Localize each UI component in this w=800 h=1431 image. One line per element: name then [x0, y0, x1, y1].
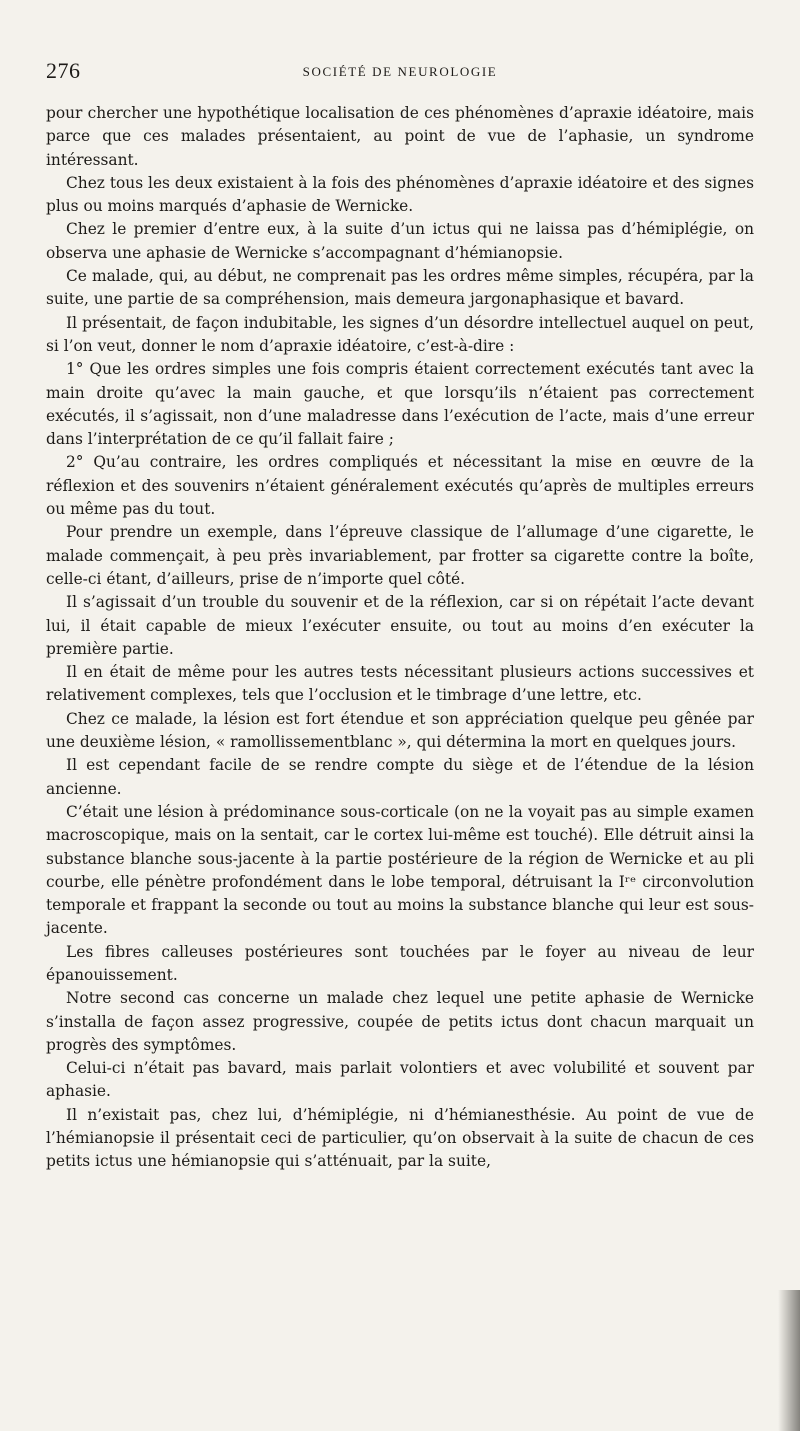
journal-title: SOCIÉTÉ DE NEUROLOGIE: [302, 64, 498, 79]
paragraph: Notre second cas concerne un malade chez lequel une petite aphasie de Wernicke s’installa de façon assez progressive, coupée de petits ictus dont chacun marquait un progrès des symptômes.: [46, 989, 754, 1054]
body-text: [46, 102, 754, 1174]
paragraph: 1° Que les ordres simples une fois compris étaient correctement exécutés tant avec la main droite qu’avec la main gauche, et que lorsqu’ils n’étaient pas correctement exécutés, il s’agissait, non d’une maladresse dans l’exécution de l’acte, mais d’une erreur dans l’interprétation de ce qu’il fallait faire ;: [46, 360, 754, 449]
paragraph: Ce malade, qui, au début, ne comprenait pas les ordres même simples, récupéra, par la suite, une partie de sa compréhension, mais demeura jargonaphasique et bavard.: [46, 267, 754, 309]
paragraph: Il n’existait pas, chez lui, d’hémiplégie, ni d’hémianesthésie. Au point de vue de l’hémianopsie il présentait ceci de particulier, qu’on observait à la suite de chacun de ces petits ictus une hémianopsie qui s’atténuait, par la suite,: [46, 1105, 754, 1171]
page-number: 276: [46, 58, 81, 83]
paragraph: Chez le premier d’entre eux, à la suite d’un ictus qui ne laissa pas d’hémiplégie, on observa une aphasie de Wernicke s’accompagnant d’hémianopsie.: [46, 220, 754, 262]
paragraph: Les fibres calleuses postérieures sont touchées par le foyer au niveau de leur épanouissement.: [46, 942, 754, 984]
paragraph: pour chercher une hypothétique localisation de ces phénomènes d’apraxie idéatoire, mais parce que ces malades présentaient, au point de vue de l’aphasie, un syndrome intéressant.: [46, 104, 754, 169]
paragraph: C’était une lésion à prédominance sous-corticale (on ne la voyait pas au simple examen macroscopique, mais on la sentait, car le cortex lui-même est touché). Elle détruit ainsi la substance blanche sous-jacente à la partie postérieure de la région de Wernicke et au pli courbe, elle pénètre profondément dans le lobe temporal, détruisant la Iʳᵉ circonvolution temporale et frappant la seconde ou tout au moins la substance blanche qui leur est sous-jacente.: [46, 802, 754, 938]
scan-shadow: [778, 1290, 800, 1431]
paragraph: 2° Qu’au contraire, les ordres compliqués et nécessitant la mise en œuvre de la réflexion et des souvenirs n’étaient généralement exécutés qu’après de multiples erreurs ou même pas du tout.: [46, 453, 754, 519]
paragraph: Il en était de même pour les autres tests nécessitant plusieurs actions successives et relativement complexes, tels que l’occlusion et le timbrage d’une lettre, etc.: [46, 663, 754, 705]
paragraph: Chez ce malade, la lésion est fort étendue et son appréciation quelque peu gênée par une deuxième lésion, « ramollissementblanc », qui détermina la mort en quelques jours.: [46, 709, 754, 752]
paragraph: Il est cependant facile de se rendre compte du siège et de l’étendue de la lésion ancienne.: [46, 756, 754, 798]
paragraph: Il s’agissait d’un trouble du souvenir et de la réflexion, car si on répétait l’acte devant lui, il était capable de mieux l’exécuter ensuite, ou tout au moins d’en exécuter la première partie.: [46, 593, 754, 658]
paragraph: Chez tous les deux existaient à la fois des phénomènes d’apraxie idéatoire et des signes plus ou moins marqués d’aphasie de Wernicke.: [46, 173, 754, 216]
paragraph: Pour prendre un exemple, dans l’épreuve classique de l’allumage d’une cigarette, le malade commençait, à peu près invariablement, par frotter sa cigarette contre la boîte, celle-ci étant, d’ailleurs, prise de n’importe quel côté.: [46, 523, 754, 588]
paragraph: Celui-ci n’était pas bavard, mais parlait volontiers et avec volubilité et souvent par aphasie.: [46, 1059, 754, 1101]
running-head: [46, 58, 754, 88]
paragraph: Il présentait, de façon indubitable, les signes d’un désordre intellectuel auquel on peut, si l’on veut, donner le nom d’apraxie idéatoire, c’est-à-dire :: [46, 313, 754, 355]
